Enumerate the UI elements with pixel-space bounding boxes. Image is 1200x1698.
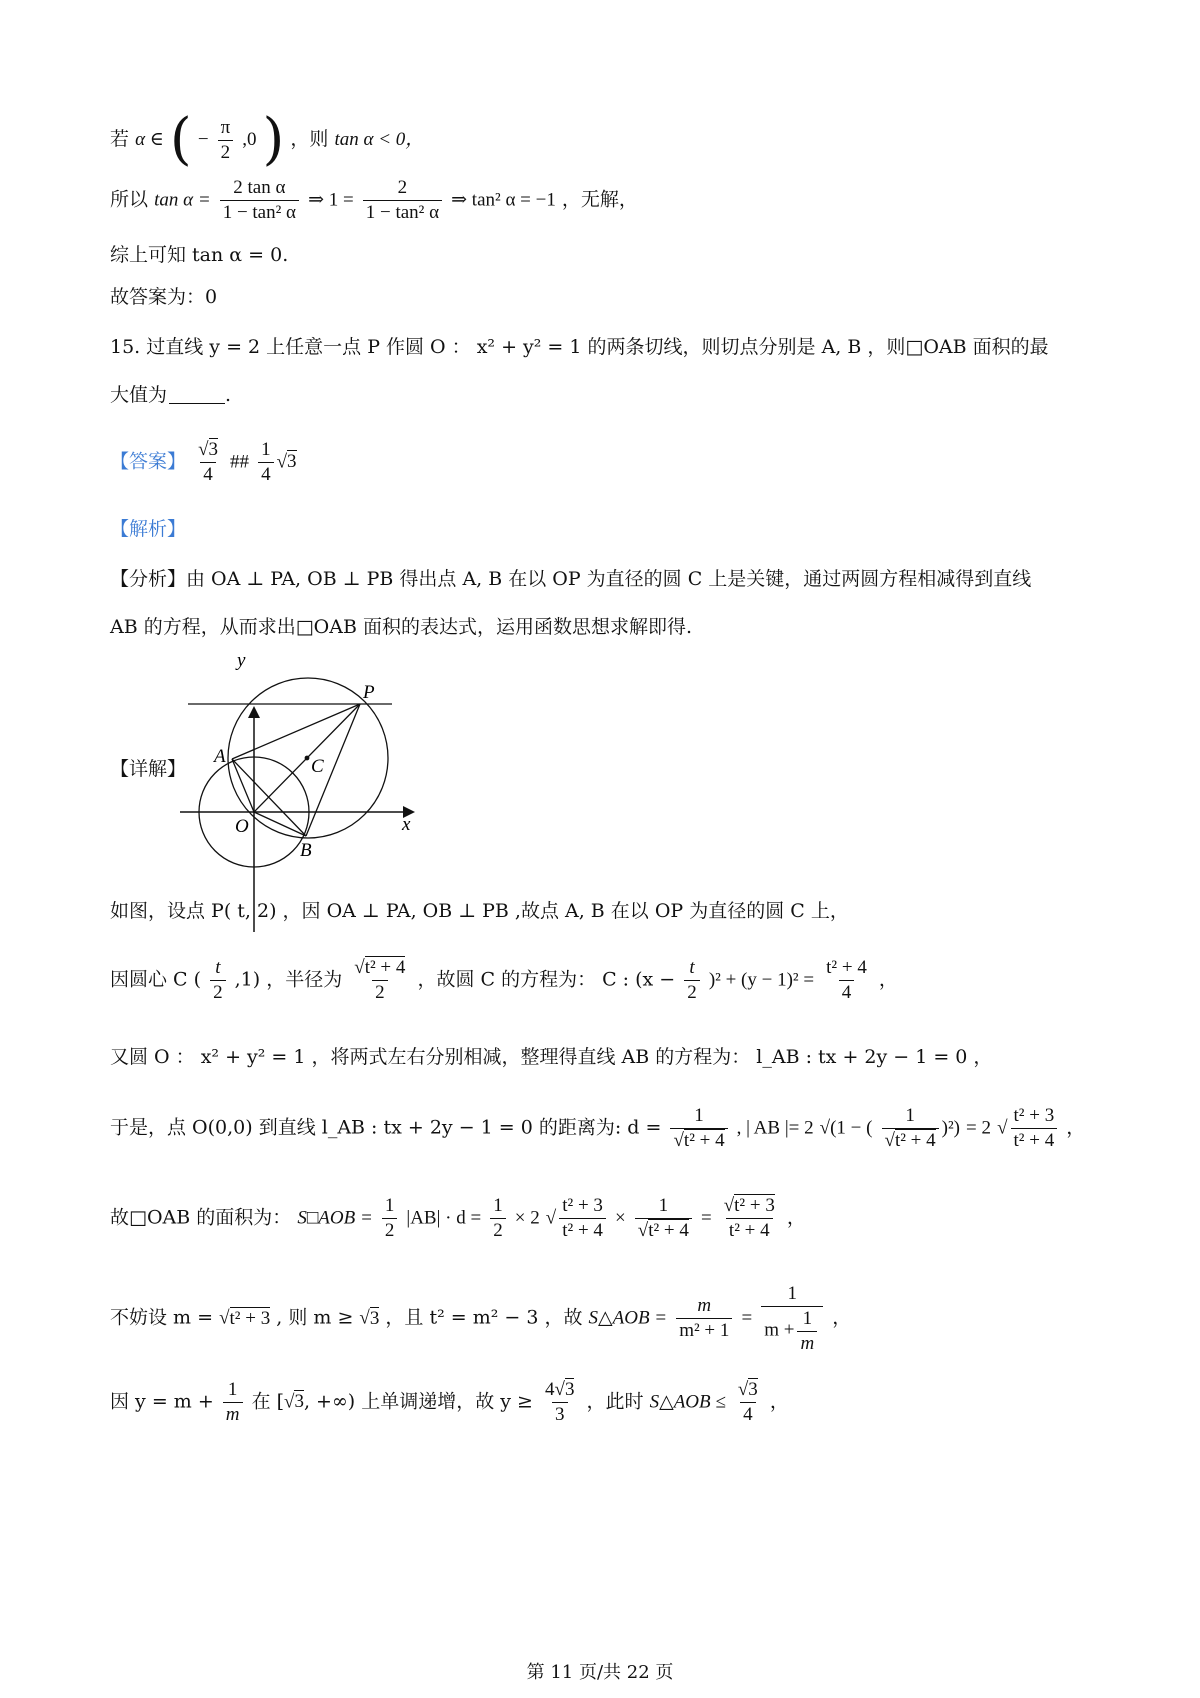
- solution-line7: 因 y = m + $\frac{1}{m}$ 在 [√3, +∞) 上单调递增，故 y ≥ $\frac{4√3}{3}$ ，此时 S△AOB ≤ $\frac{√3}{4}$ ，: [110, 1379, 789, 1425]
- solution-line4: 于是，点 O(0,0) 到直线 l_AB : tx + 2y − 1 = 0 的距离为: d = $\frac{1}{\text{√t² + 4}}$ , | AB |= 2 √(1 − ( $\frac{1}{\text{√t² + 4}}$ )²) = 2 √ $\frac{\text{t² + 3}}{\text{t² + 4}}$ ，: [110, 1105, 1086, 1151]
- label-c: C: [311, 756, 324, 777]
- analysis-line1: 【分析】由 OA ⊥ PA, OB ⊥ PB 得出点 A, B 在以 OP 为直径的圆 C 上是关键，通过两圆方程相减得到直线: [110, 568, 1032, 590]
- line-so-tan: 所以 tan α = $\frac{\text{2 tan α}}{\text{1 − tan² α}}$ ⇒ 1 = $\frac{2}{\text{1 − tan² α}}$ ⇒ tan² α = −1 ，无解，: [110, 177, 638, 223]
- geometry-figure: [180, 650, 430, 889]
- answer-blank: [169, 384, 225, 404]
- page-footer: 第 11 页/共 22 页: [526, 1662, 674, 1683]
- solution-line6: 不妨设 m = √t² + 3 , 则 m ≥ √3 ，且 t² = m² − 3 ，故 S△AOB = $\frac{m}{\text{m² + 1}}$ = 1 m + $\frac{1}{m}$ ，: [110, 1283, 852, 1354]
- radius-fraction: $\frac{\text{√t² + 4}}{2}$: [354, 957, 406, 1003]
- analysis-tag: 【解析】: [110, 518, 187, 540]
- answer-quarter: $\frac{1}{4}$: [258, 438, 274, 487]
- question-15-line1: 15. 过直线 y = 2 上任意一点 P 作圆 O ： x² + y² = 1 的两条切线，则切点分别是 A, B ，则□OAB 面积的最: [110, 336, 1049, 358]
- line-tan-interval: 若 α ∈ ( − $\frac{\pi}{2}$ ,0 ) ，则 tan α < 0，: [110, 107, 425, 172]
- line-conclusion: 综上可知 tan α = 0.: [110, 244, 289, 266]
- solution-line3: 又圆 O ： x² + y² = 1 ，将两式左右分别相减，整理得直线 AB 的方程为： l_AB : tx + 2y − 1 = 0 ，: [110, 1046, 993, 1068]
- label-x: x: [402, 814, 411, 835]
- fraction-2-over: $\frac{2}{\text{1 − tan² α}}$: [363, 176, 442, 225]
- label-a: A: [214, 746, 226, 767]
- center-c-dot: [305, 756, 310, 761]
- solution-line2: 因圆心 C ( $\frac{t}{2}$ ,1) ，半径为 $\frac{\text{√t² + 4}}{2}$ ，故圆 C 的方程为： C : (x − $\frac{t}{2}$ )² + (y − 1)² = $\frac{\text{t² + 4}}{4}$ ，: [110, 957, 898, 1003]
- answer-line: 【答案】 $\frac{√3}{4}$ ## $\frac{1}{4}$ √3: [110, 439, 297, 485]
- answer-tag: 【答案】: [110, 450, 187, 473]
- label-b: B: [300, 840, 312, 861]
- question-15-line2: 大值为 .: [110, 384, 232, 406]
- detail-tag: 【详解】: [110, 758, 187, 780]
- label-p: P: [363, 682, 375, 703]
- label-o: O: [235, 816, 249, 837]
- fraction-2tan: $\frac{\text{2 tan α}}{\text{1 − tan² α}}$: [220, 176, 299, 225]
- label-y: y: [237, 650, 246, 671]
- answer-sqrt3-over-4: $\frac{√3}{4}$: [198, 439, 218, 485]
- solution-line1: 如图，设点 P( t, 2) ，因 OA ⊥ PA, OB ⊥ PB ,故点 A, B 在以 OP 为直径的圆 C 上，: [110, 900, 849, 922]
- analysis-line2: AB 的方程，从而求出□OAB 面积的表达式，运用函数思想求解即得.: [110, 616, 693, 638]
- fraction-pi-over-2: $\frac{\pi}{2}$: [218, 116, 234, 165]
- solution-line5: 故□OAB 的面积为： S□AOB = $\frac{1}{2}$ |AB| · d = $\frac{1}{2}$ × 2 √ $\frac{\text{t² + 3}}{\text{t² + 4}}$ × $\frac{1}{\text{√t² + 4}}$ = $\frac{\text{√t² + 3}}{\text{t² + 4}}$ ，: [110, 1195, 806, 1241]
- line-answer-is: 故答案为：0: [110, 286, 218, 308]
